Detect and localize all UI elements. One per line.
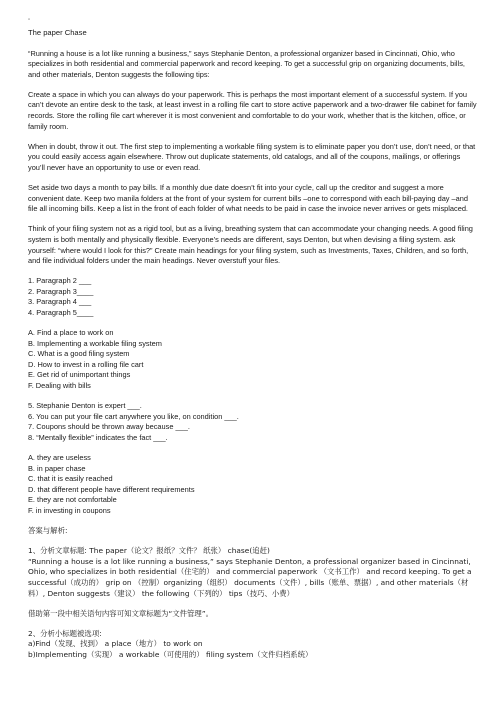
option-item: F. Dealing with bills: [28, 381, 91, 391]
question-item: 7. Coupons should be thrown away because ___.: [28, 422, 190, 432]
question-item: 4. Paragraph 5____: [28, 307, 94, 317]
option-item: F. in investing in coupons: [28, 505, 111, 515]
option-item: C. that it is easily reached: [28, 474, 113, 484]
option-item: B. in paper chase: [28, 463, 86, 473]
option-item: E. they are not comfortable: [28, 495, 117, 505]
question-item: 5. Stephanie Denton is expert ___.: [28, 401, 142, 411]
option-item: E. Get rid of unimportant things: [28, 370, 131, 380]
question-item: 1. Paragraph 2 ___: [28, 276, 92, 286]
analysis-1-body: “Running a house is a lot like running a business,” says Stephanie Denton, a professional organizer based in Cincinnati, Ohio, who specializes in both residential（住宅的） and commercial paperwork （文书工作） and record keeping. To get a successful（成功的） grip on （控制）organizing（组织） documents（文件）, bills（账单、票据）, and other materials（材料）, Denton suggests（建议） the following（下列的） tips（技巧、小费）: [28, 556, 472, 598]
option-item: C. What is a good filing system: [28, 349, 130, 359]
analysis-1: [28, 546, 478, 599]
analysis-2-title: 2、分析小标题被选项:: [28, 628, 102, 638]
options-5-8: [28, 453, 478, 517]
analysis-1-title: 1、分析文章标题: The paper（论文？报纸？文件？ 纸张） chase(追赶): [28, 546, 270, 556]
corner-mark: ▫: [28, 17, 31, 23]
options-a-f: [28, 328, 478, 392]
paragraph-4: Set aside two days a month to pay bills. If a monthly due date doesn’t fit into your cycle, call up the creditor and suggest a more convenient date. Keep two manila folders at the front of your system for current bills –one to correspond with each bill-paying day –and file all incoming bills. Keep a list in the front of each folder of what needs to be paid in case the invoice never arrives or gets misplaced.: [28, 183, 468, 214]
option-item: D. How to invest in a rolling file cart: [28, 359, 144, 369]
analysis-2-item: b)Implementing（实现） a workable（可使用的） filing system（文件归档系统）: [28, 649, 313, 659]
option-item: A. Find a place to work on: [28, 328, 114, 338]
option-item: A. they are useless: [28, 453, 91, 462]
question-item: 2. Paragraph 3____: [28, 286, 94, 296]
questions-5-8: [28, 401, 478, 443]
paragraph-1: “Running a house is a lot like running a business,” says Stephanie Denton, a professional organizer based in Cincinnati, Ohio, who specializes in both residential and commercial paperwork and record keeping. To get a successful grip on organizing documents, bills, and other materials, Denton suggests the following tips:: [28, 48, 465, 79]
question-item: 6. You can put your file cart anywhere you like, on condition ___.: [28, 411, 239, 421]
paragraph-3: When in doubt, throw it out. The first step to implementing a workable filing system is to eliminate paper you don’t use, don’t need, or that you could easily access again elsewhere. Throw out duplicate statements, old catalogs, and all of the coupons, mailings, or offerings you’ll never have an opportunity to use or even read.: [28, 141, 476, 172]
option-item: D. that different people have different requirements: [28, 484, 195, 494]
article-title: The paper Chase: [28, 28, 87, 37]
analysis-2: [28, 629, 478, 661]
question-item: 8. “Mentally flexible” indicates the fact ___.: [28, 432, 168, 442]
analysis-1-conclusion: 借助第一段中相关语句内容可知文章标题为“文件管理”。: [28, 608, 214, 618]
questions-1-4: [28, 276, 478, 318]
answer-heading: 答案与解析:: [28, 526, 68, 536]
question-item: 3. Paragraph 4 ___: [28, 297, 92, 307]
analysis-2-item: a)Find（发现、找到） a place（地方） to work on: [28, 639, 203, 649]
option-item: B. Implementing a workable filing system: [28, 338, 162, 348]
paragraph-5: Think of your filing system not as a rigid tool, but as a living, breathing system that can accommodate your changing needs. A good filing system is both mentally and physically flexible. Everyone’s needs are different, says Denton, but when devising a filing system. ask yourself: “where would I look for this?” Create main headings for your filing system, such as Investments, Taxes, Children, and so forth, and file individual folders under the main headings. Never overstuff your files.: [28, 224, 473, 266]
paragraph-2: Create a space in which you can always do your paperwork. This is perhaps the most important element of a successful system. If you can’t devote an entire desk to the task, at least invest in a rolling file cart to store active paperwork and a two-drawer file cabinet for family records. Store the rolling file cart wherever it is most convenient and comfortable to do your work, whether that is the kitchen, office, or family room.: [28, 89, 477, 131]
